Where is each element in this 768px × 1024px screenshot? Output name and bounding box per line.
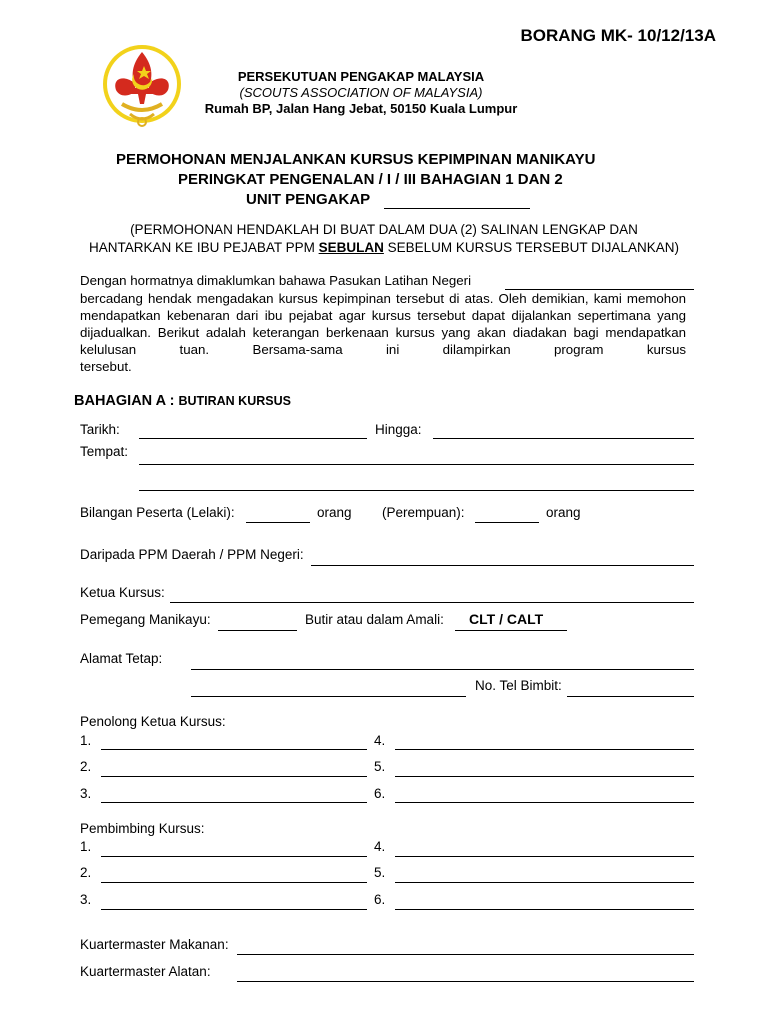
pembimbing-field-3[interactable] [101, 909, 367, 910]
penolong-field-6[interactable] [395, 802, 694, 803]
no-tel-bimbit-label: No. Tel Bimbit: [475, 678, 562, 693]
tempat-label: Tempat: [80, 444, 129, 459]
tempat-field-line2[interactable] [139, 490, 694, 491]
pembimbing-field-5[interactable] [395, 882, 694, 883]
penolong-number-2: 2. [80, 759, 92, 774]
alamat-tetap-label: Alamat Tetap: [80, 651, 163, 666]
orang-label-lelaki: orang [317, 505, 352, 520]
kuartermaster-alatan-label: Kuartermaster Alatan: [80, 964, 211, 979]
instruction-note-line1: (PERMOHONAN HENDAKLAH DI BUAT DALAM DUA (2) SALINAN LENGKAP DAN [130, 222, 638, 237]
pembimbing-number-3: 3. [80, 892, 92, 907]
penolong-field-2[interactable] [101, 776, 367, 777]
form-title-unit-label: UNIT PENGAKAP [246, 191, 371, 208]
pembimbing-kursus-label: Pembimbing Kursus: [80, 821, 205, 836]
ketua-kursus-label: Ketua Kursus: [80, 585, 165, 600]
form-title-line1: PERMOHONAN MENJALANKAN KURSUS KEPIMPINAN MANIKAYU [116, 151, 596, 168]
pembimbing-number-5: 5. [374, 865, 386, 880]
pembimbing-number-4: 4. [374, 839, 386, 854]
pembimbing-number-2: 2. [80, 865, 92, 880]
hingga-label: Hingga: [375, 422, 422, 437]
pemegang-manikayu-label: Pemegang Manikayu: [80, 612, 211, 627]
hingga-field[interactable] [433, 438, 694, 439]
perempuan-label: (Perempuan): [382, 505, 465, 520]
penolong-number-6: 6. [374, 786, 386, 801]
penolong-number-4: 4. [374, 733, 386, 748]
pemegang-manikayu-field[interactable] [218, 630, 297, 631]
tarikh-label: Tarikh: [80, 422, 120, 437]
penolong-number-5: 5. [374, 759, 386, 774]
bilangan-lelaki-label: Bilangan Peserta (Lelaki): [80, 505, 235, 520]
alamat-tetap-field-line1[interactable] [191, 669, 694, 670]
organization-name-english: (SCOUTS ASSOCIATION OF MALAYSIA) [239, 85, 483, 100]
section-a-heading: BAHAGIAN A : BUTIRAN KURSUS [74, 393, 291, 409]
butir-amali-label: Butir atau dalam Amali: [305, 612, 444, 627]
kuartermaster-makanan-label: Kuartermaster Makanan: [80, 937, 229, 952]
instruction-note-line2: HANTARKAN KE IBU PEJABAT PPM SEBULAN SEBELUM KURSUS TERSEBUT DIJALANKAN) [89, 240, 679, 255]
kuartermaster-makanan-field[interactable] [237, 954, 694, 955]
pembimbing-number-1: 1. [80, 839, 92, 854]
kuartermaster-alatan-field[interactable] [237, 981, 694, 982]
pembimbing-field-6[interactable] [395, 909, 694, 910]
form-title-line2: PERINGKAT PENGENALAN / I / III BAHAGIAN 1 DAN 2 [178, 171, 563, 188]
amali-field[interactable] [455, 630, 567, 631]
emphasis-sebulan: SEBULAN [318, 240, 384, 255]
pembimbing-number-6: 6. [374, 892, 386, 907]
orang-label-perempuan: orang [546, 505, 581, 520]
pembimbing-field-2[interactable] [101, 882, 367, 883]
penolong-field-5[interactable] [395, 776, 694, 777]
bilangan-perempuan-field[interactable] [475, 522, 539, 523]
form-code: BORANG MK- 10/12/13A [520, 26, 716, 45]
tarikh-field[interactable] [139, 438, 367, 439]
pembimbing-field-4[interactable] [395, 856, 694, 857]
penolong-number-1: 1. [80, 733, 92, 748]
penolong-field-4[interactable] [395, 749, 694, 750]
pembimbing-field-1[interactable] [101, 856, 367, 857]
amali-value: CLT / CALT [469, 611, 544, 627]
intro-first-line: Dengan hormatnya dimaklumkan bahawa Pasukan Latihan Negeri [80, 273, 472, 288]
intro-paragraph: bercadang hendak mengadakan kursus kepimpinan tersebut di atas. Oleh demikian, kami memohon mendapatkan kebenaran dari ibu pejabat agar kursus tersebut dapat dijalankan sepertimana yang dijadualkan. Berikut adalah keterangan berkenaan kursus yang akan diadakan bagi mendapatkan kelulusan tuan. Bersama-sama ini dilampirkan program kursus tersebut. [80, 291, 686, 374]
alamat-tetap-field-line2[interactable] [191, 696, 466, 697]
ketua-kursus-field[interactable] [170, 602, 694, 603]
penolong-field-1[interactable] [101, 749, 367, 750]
penolong-field-3[interactable] [101, 802, 367, 803]
no-tel-bimbit-field[interactable] [567, 696, 694, 697]
unit-pengakap-field[interactable] [384, 208, 530, 209]
daripada-label: Daripada PPM Daerah / PPM Negeri: [80, 547, 304, 562]
penolong-number-3: 3. [80, 786, 92, 801]
daripada-field[interactable] [311, 565, 694, 566]
penolong-ketua-kursus-label: Penolong Ketua Kursus: [80, 714, 226, 729]
bilangan-lelaki-field[interactable] [246, 522, 310, 523]
organization-address: Rumah BP, Jalan Hang Jebat, 50150 Kuala Lumpur [204, 101, 518, 116]
tempat-field-line1[interactable] [139, 464, 694, 465]
organization-name: PERSEKUTUAN PENGAKAP MALAYSIA [237, 69, 485, 84]
